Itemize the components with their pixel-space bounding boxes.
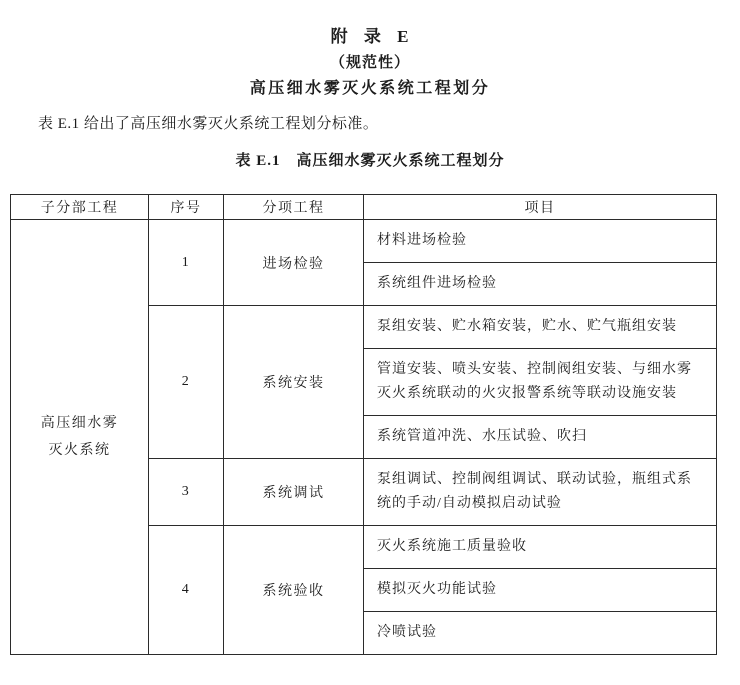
table-body xyxy=(11,220,717,655)
project-item-cell: 泵组安装、贮水箱安装，贮水、贮气瓶组安装 xyxy=(364,306,717,349)
works-division-table xyxy=(10,194,717,655)
appendix-title: 附 录 E xyxy=(330,27,410,46)
seq-cell: 1 xyxy=(149,220,224,306)
appendix-heading: 高压细水雾灭火系统工程划分 xyxy=(249,80,491,97)
header-cell-subsystem: 子分部工程 xyxy=(11,195,149,220)
subsystem-label: 高压细水雾灭火系统 xyxy=(40,416,119,458)
document-page xyxy=(0,28,740,655)
intro-paragraph: 表 E.1 给出了高压细水雾灭火系统工程划分标准。 xyxy=(38,116,379,132)
subitem-name-cell: 系统调试 xyxy=(224,459,364,526)
header-cell-project: 项目 xyxy=(364,195,717,220)
project-item-cell: 冷喷试验 xyxy=(364,612,717,655)
header-cell-seq: 序号 xyxy=(149,195,224,220)
subitem-name-cell: 系统验收 xyxy=(224,526,364,655)
project-item-cell: 系统管道冲洗、水压试验、吹扫 xyxy=(364,416,717,459)
seq-cell: 4 xyxy=(149,526,224,655)
project-item-cell: 模拟灭火功能试验 xyxy=(364,569,717,612)
project-item-cell: 系统组件进场检验 xyxy=(364,263,717,306)
subitem-name-cell: 系统安装 xyxy=(224,306,364,459)
project-item-cell: 灭火系统施工质量验收 xyxy=(364,526,717,569)
table-caption: 表 E.1 高压细水雾灭火系统工程划分 xyxy=(235,153,505,169)
header-cell-subitem: 分项工程 xyxy=(224,195,364,220)
project-item-cell: 材料进场检验 xyxy=(364,220,717,263)
table-header-row xyxy=(11,195,717,220)
appendix-subtitle: （规范性） xyxy=(329,55,410,71)
subitem-name-cell: 进场检验 xyxy=(224,220,364,306)
seq-cell: 3 xyxy=(149,459,224,526)
subsystem-cell xyxy=(11,220,149,655)
project-item-cell: 管道安装、喷头安装、控制阀组安装、与细水雾灭火系统联动的火灾报警系统等联动设施安装 xyxy=(364,349,717,416)
seq-cell: 2 xyxy=(149,306,224,459)
project-item-cell: 泵组调试、控制阀组调试、联动试验，瓶组式系统的手动/自动模拟启动试验 xyxy=(364,459,717,526)
table-row xyxy=(11,220,717,263)
